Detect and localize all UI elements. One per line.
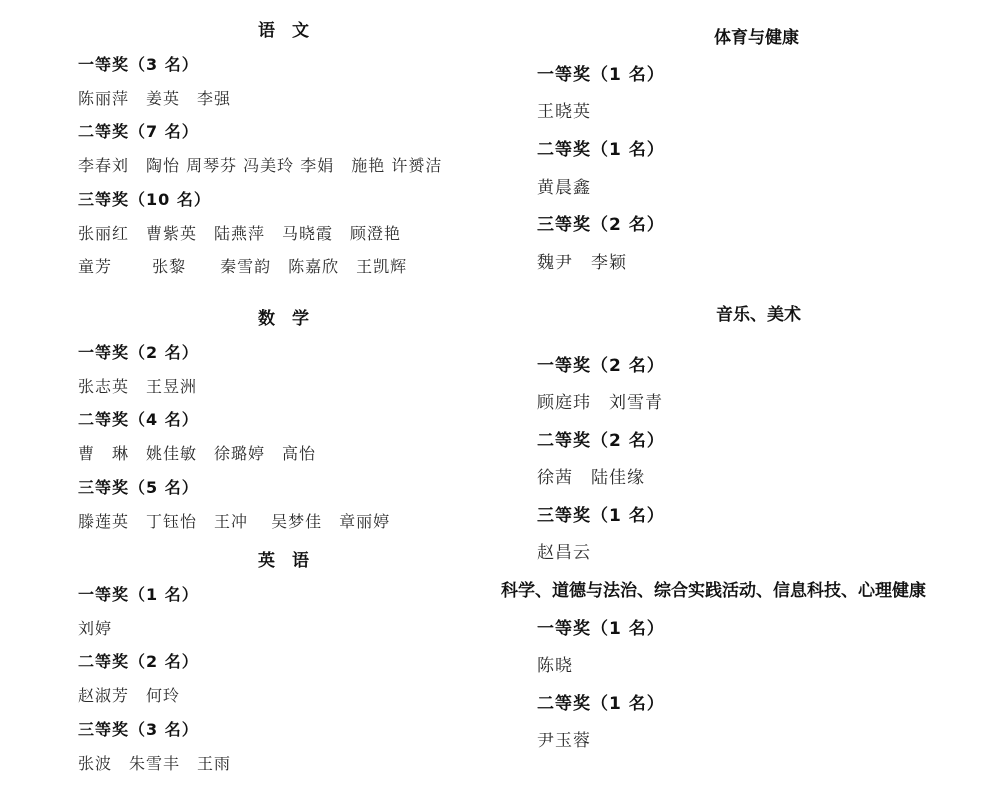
winner-names: 魏尹 李颖 bbox=[537, 253, 627, 273]
prize-label-third: 三等奖（2 名） bbox=[537, 215, 665, 235]
prize-label-first: 一等奖（1 名） bbox=[537, 619, 665, 639]
winner-names: 李春刘 陶怡 周琴芬 冯美玲 李娟 施艳 许赟洁 bbox=[78, 156, 443, 175]
winner-names: 顾庭玮 刘雪青 bbox=[537, 393, 663, 413]
heading-yuwen: 语 文 bbox=[258, 21, 309, 41]
prize-label-third: 三等奖（5 名） bbox=[78, 478, 199, 497]
winner-names: 童芳 张黎 秦雪韵 陈嘉欣 王凯辉 bbox=[78, 257, 408, 276]
winner-names: 赵淑芳 何玲 bbox=[78, 686, 181, 705]
winner-names: 徐茜 陆佳缘 bbox=[537, 468, 645, 488]
winner-names: 王晓英 bbox=[537, 102, 591, 122]
heading-shuxue: 数 学 bbox=[258, 309, 309, 329]
prize-label-second: 二等奖（7 名） bbox=[78, 122, 199, 141]
winner-names: 赵昌云 bbox=[537, 543, 591, 563]
prize-label-second: 二等奖（2 名） bbox=[537, 431, 665, 451]
winner-names: 刘婷 bbox=[78, 619, 113, 638]
prize-label-first: 一等奖（2 名） bbox=[78, 343, 199, 362]
heading-yinyue-meishu: 音乐、美术 bbox=[716, 305, 801, 325]
winner-names: 尹玉蓉 bbox=[537, 731, 591, 751]
winner-names: 张志英 王昱洲 bbox=[78, 377, 198, 396]
prize-label-second: 二等奖（1 名） bbox=[537, 140, 665, 160]
heading-yingyu: 英 语 bbox=[258, 551, 309, 571]
prize-label-third: 三等奖（3 名） bbox=[78, 720, 199, 739]
winner-names: 陈丽萍 姜英 李强 bbox=[78, 89, 232, 108]
winner-names: 张丽红 曹紫英 陆燕萍 马晓霞 顾澄艳 bbox=[78, 224, 402, 243]
prize-label-third: 三等奖（1 名） bbox=[537, 506, 665, 526]
prize-label-first: 一等奖（1 名） bbox=[537, 65, 665, 85]
winner-names: 黄晨鑫 bbox=[537, 178, 591, 198]
prize-label-third: 三等奖（10 名） bbox=[78, 190, 211, 209]
winner-names: 张波 朱雪丰 王雨 bbox=[78, 754, 232, 773]
prize-label-first: 一等奖（1 名） bbox=[78, 585, 199, 604]
winner-names: 曹 琳 姚佳敏 徐璐婷 高怡 bbox=[78, 444, 317, 463]
winner-names: 陈晓 bbox=[537, 656, 573, 676]
prize-label-first: 一等奖（2 名） bbox=[537, 356, 665, 376]
heading-tiyu: 体育与健康 bbox=[714, 28, 799, 48]
prize-label-first: 一等奖（3 名） bbox=[78, 55, 199, 74]
prize-label-second: 二等奖（2 名） bbox=[78, 652, 199, 671]
prize-label-second: 二等奖（4 名） bbox=[78, 410, 199, 429]
heading-kexue-combined: 科学、道德与法治、综合实践活动、信息科技、心理健康 bbox=[501, 581, 926, 601]
prize-label-second: 二等奖（1 名） bbox=[537, 694, 665, 714]
winner-names: 滕莲英 丁钰怡 王冲 吴梦佳 章丽婷 bbox=[78, 512, 391, 531]
